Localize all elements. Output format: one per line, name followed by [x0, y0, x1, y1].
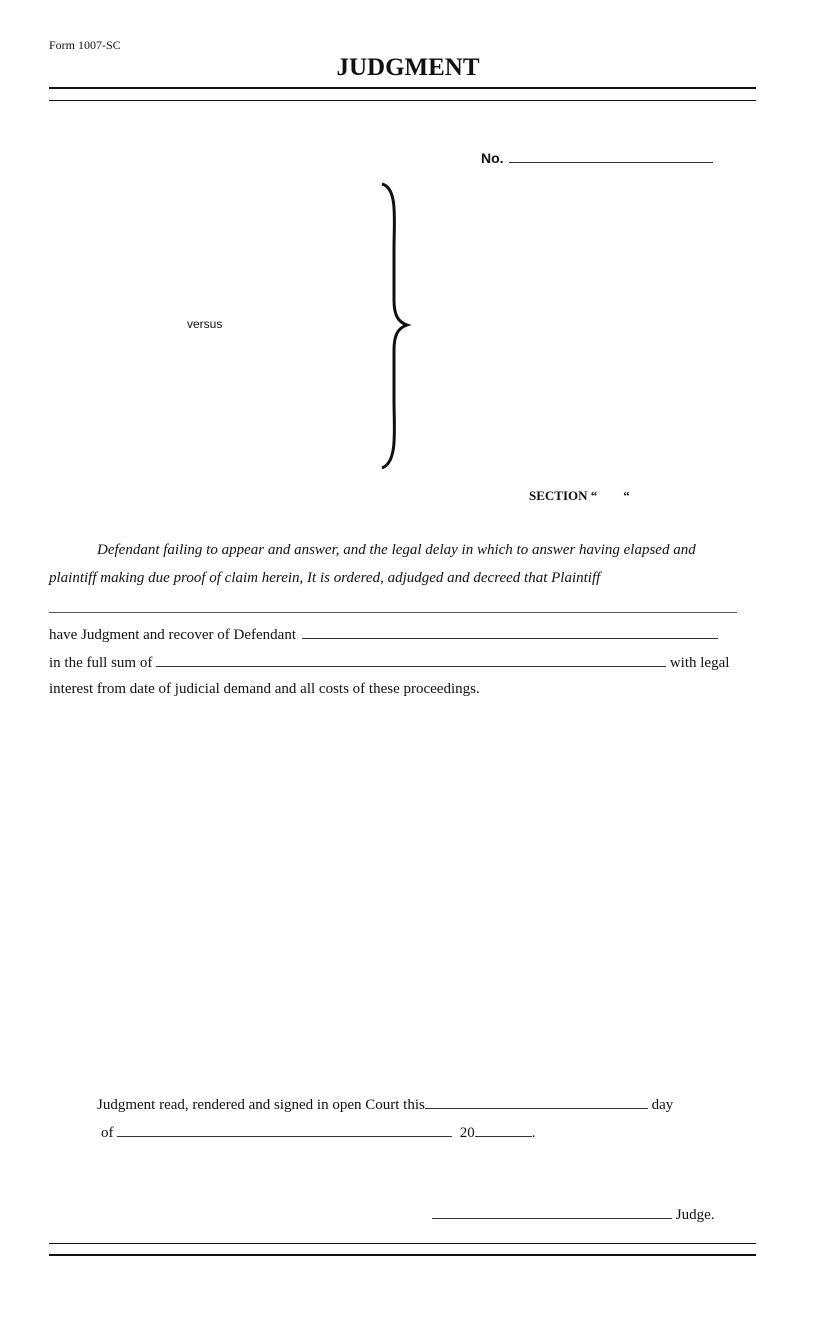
interest-text: interest from date of judicial demand and all costs of these proceedings. [49, 681, 480, 697]
sum-label: in the full sum of [49, 655, 153, 671]
period: . [531, 1125, 536, 1141]
case-number-label: No. [481, 150, 504, 166]
paragraph-line-1: Defendant failing to appear and answer, and the legal delay in which to answer having elapsed and [97, 542, 696, 558]
footer-rule-thin [49, 1243, 756, 1244]
read-label: Judgment read, rendered and signed in open Court this [97, 1097, 425, 1113]
defendant-name-blank[interactable] [302, 624, 718, 639]
year-prefix: 20 [459, 1125, 475, 1141]
case-number-blank[interactable] [509, 148, 713, 163]
day-blank[interactable] [425, 1094, 648, 1109]
paragraph-line-2: plaintiff making due proof of claim herein, It is ordered, adjudged and decreed that Plaintiff [49, 570, 601, 586]
header-rule-thin [49, 100, 756, 101]
form-number: Form 1007-SC [49, 38, 121, 52]
footer-rule-thick [49, 1254, 756, 1256]
recover-label: have Judgment and recover of Defendant [49, 627, 296, 643]
versus-label: versus [187, 317, 223, 331]
case-number-field[interactable] [481, 148, 713, 166]
header-rule-thick [49, 87, 756, 89]
sum-blank[interactable] [156, 652, 666, 667]
caption-brace-icon [376, 180, 412, 472]
year-blank[interactable] [475, 1122, 532, 1137]
page-title: JUDGMENT [336, 54, 480, 81]
judge-label: Judge. [675, 1207, 715, 1223]
section-label: SECTION “ “ [529, 488, 630, 503]
day-label: day [651, 1097, 674, 1113]
sum-suffix: with legal [669, 655, 730, 671]
month-blank[interactable] [117, 1122, 452, 1137]
judge-signature-blank[interactable] [432, 1204, 672, 1219]
of-label: of [101, 1125, 114, 1141]
plaintiff-name-blank[interactable] [49, 612, 737, 613]
